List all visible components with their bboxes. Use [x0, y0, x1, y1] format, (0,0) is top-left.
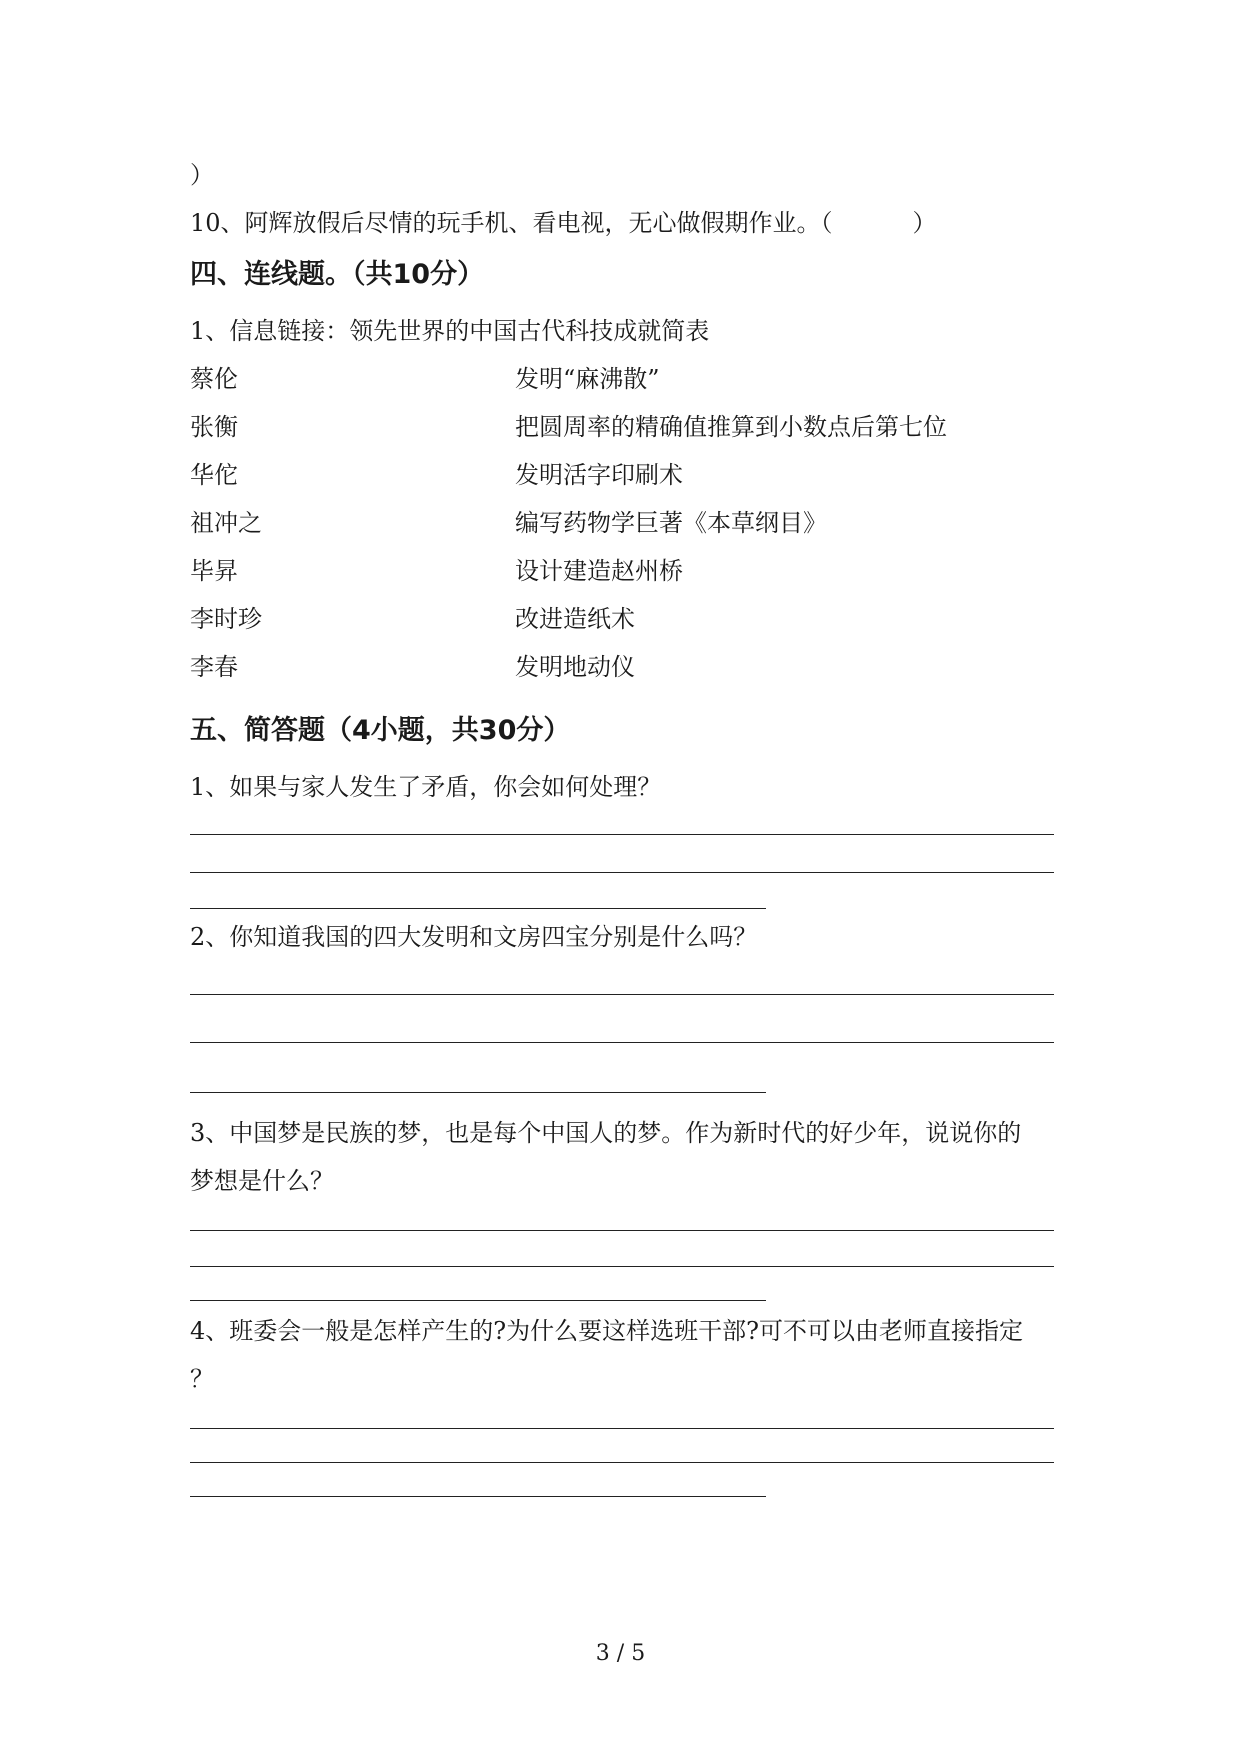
question-10 — [190, 208, 937, 238]
section-5-question-3-continued: 梦想是什么？ — [190, 1167, 334, 1195]
page-number: 3 / 5 — [595, 1641, 646, 1666]
match-left-item[interactable]: 华佗 — [190, 461, 238, 489]
answer-line[interactable] — [190, 872, 1054, 873]
answer-line[interactable] — [190, 1230, 1054, 1231]
answer-line[interactable] — [190, 1266, 1054, 1267]
match-left-item[interactable]: 祖冲之 — [190, 509, 262, 537]
section-5-question-1: 1、如果与家人发生了矛盾，你会如何处理？ — [190, 773, 662, 801]
section-4-heading: 四、连线题。（共10分） — [190, 259, 485, 290]
match-right-item[interactable]: 发明地动仪 — [515, 653, 635, 681]
question-10-text: 10、阿辉放假后尽情的玩手机、看电视，无心做假期作业。 — [190, 209, 821, 237]
match-left-item[interactable]: 李时珍 — [190, 605, 262, 633]
match-right-item[interactable]: 把圆周率的精确值推算到小数点后第七位 — [515, 413, 947, 441]
answer-line[interactable] — [190, 1300, 766, 1301]
section-5-question-4-continued: ？ — [190, 1365, 214, 1393]
match-right-item[interactable]: 改进造纸术 — [515, 605, 635, 633]
match-left-item[interactable]: 张衡 — [190, 413, 238, 441]
match-row — [190, 508, 1050, 538]
match-row — [190, 412, 1050, 442]
match-right-item[interactable]: 编写药物学巨著《本草纲目》 — [515, 509, 827, 537]
section-5-question-2: 2、你知道我国的四大发明和文房四宝分别是什么吗？ — [190, 923, 758, 951]
match-right-item[interactable]: 发明“麻沸散” — [515, 365, 660, 393]
previous-question-tail: ） — [190, 161, 214, 189]
answer-line[interactable] — [190, 1042, 1054, 1043]
answer-paren-close: ） — [912, 209, 937, 237]
answer-line[interactable] — [190, 834, 1054, 835]
section-5-question-4: 4、班委会一般是怎样产生的?为什么要这样选班干部?可不可以由老师直接指定 — [190, 1317, 1024, 1345]
match-left-item[interactable]: 毕昇 — [190, 557, 238, 585]
answer-line[interactable] — [190, 1462, 1054, 1463]
match-right-item[interactable]: 设计建造赵州桥 — [515, 557, 683, 585]
section-5-question-3: 3、中国梦是民族的梦，也是每个中国人的梦。作为新时代的好少年，说说你的 — [190, 1119, 1022, 1147]
match-row — [190, 604, 1050, 634]
section-4-question-1: 1、信息链接：领先世界的中国古代科技成就简表 — [190, 317, 710, 345]
answer-line[interactable] — [190, 1092, 766, 1093]
match-row — [190, 364, 1050, 394]
answer-line[interactable] — [190, 1428, 1054, 1429]
answer-paren-open: （ — [820, 209, 833, 237]
answer-line[interactable] — [190, 908, 766, 909]
match-left-item[interactable]: 李春 — [190, 653, 238, 681]
match-left-item[interactable]: 蔡伦 — [190, 365, 238, 393]
match-row — [190, 652, 1050, 682]
answer-line[interactable] — [190, 1496, 766, 1497]
match-row — [190, 460, 1050, 490]
answer-line[interactable] — [190, 994, 1054, 995]
match-right-item[interactable]: 发明活字印刷术 — [515, 461, 683, 489]
match-row — [190, 556, 1050, 586]
section-5-heading: 五、简答题（4小题，共30分） — [190, 715, 571, 746]
